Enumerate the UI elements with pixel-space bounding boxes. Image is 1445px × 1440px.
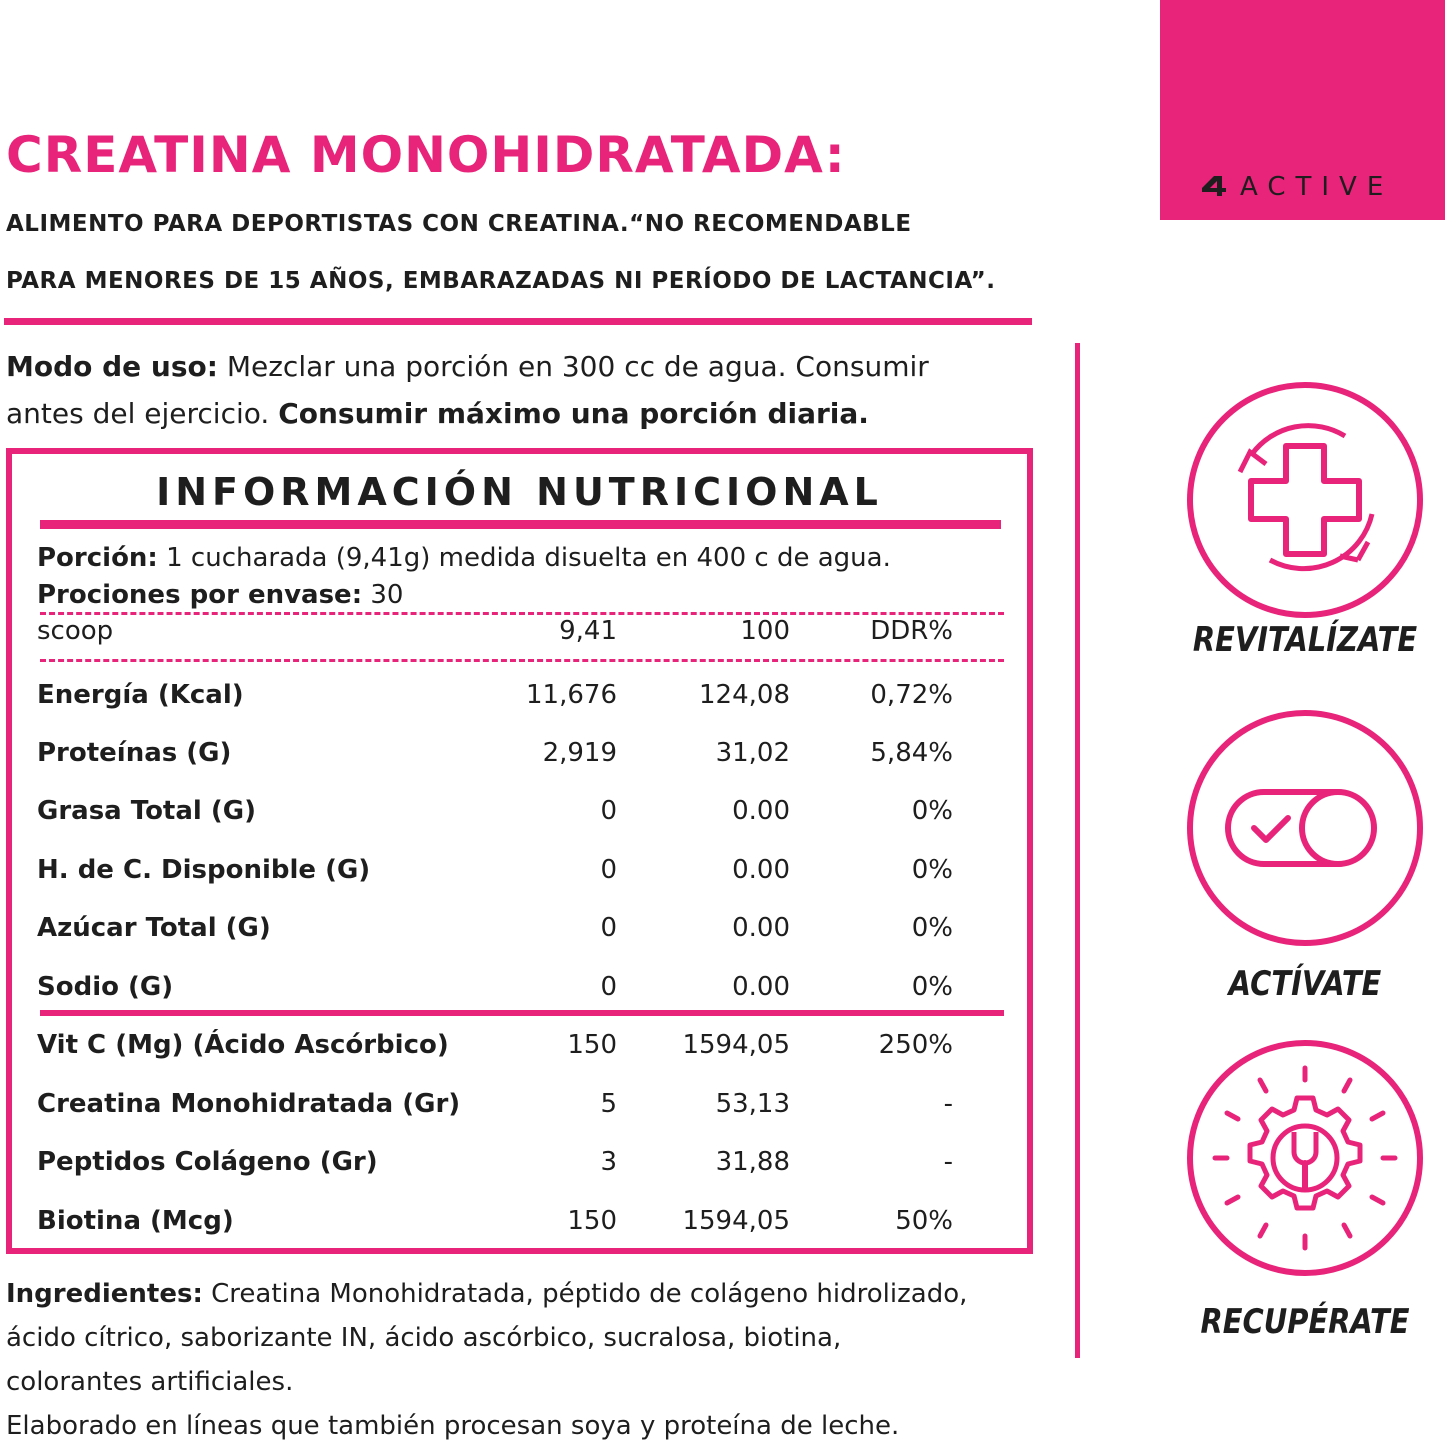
value-ddr: 250% xyxy=(878,1030,953,1060)
subtitle-line-2: PARA MENORES DE 15 AÑOS, EMBARAZADAS NI PERÍODO DE LACTANCIA”. xyxy=(6,268,996,294)
value-per-100g: 0.00 xyxy=(732,913,790,943)
ingredients-line-2: ácido cítrico, saborizante IN, ácido ascórbico, sucralosa, biotina, xyxy=(6,1323,842,1353)
value-per-scoop: 3 xyxy=(600,1147,617,1177)
nutrient-name: Vit C (Mg) (Ácido Ascórbico) xyxy=(37,1030,449,1060)
feature-label: REVITALÍZATE xyxy=(1192,620,1418,660)
value-per-100g: 1594,05 xyxy=(682,1206,790,1236)
usage-label: Modo de uso: xyxy=(6,350,218,383)
value-ddr: 0% xyxy=(911,855,953,885)
subtitle-line-1: ALIMENTO PARA DEPORTISTAS CON CREATINA.“NO RECOMENDABLE xyxy=(6,211,912,237)
portion-label: Porción: xyxy=(37,543,158,573)
nutrition-title-rule xyxy=(40,520,1001,529)
usage-instructions xyxy=(6,343,1036,437)
brand-name: ACTIVE xyxy=(1240,172,1394,202)
nutrition-facts-box xyxy=(6,448,1033,1254)
value-per-scoop: 5 xyxy=(600,1089,617,1119)
value-per-scoop: 0 xyxy=(600,796,617,826)
feature-label: RECUPÉRATE xyxy=(1200,1302,1410,1342)
allergen-notice: Elaborado en líneas que también procesan soya y proteína de leche. xyxy=(6,1411,900,1440)
servings-value: 30 xyxy=(362,580,404,610)
product-title: CREATINA MONOHIDRATADA: xyxy=(6,126,846,184)
nutrition-row xyxy=(12,1089,1027,1129)
portion-value: 1 cucharada (9,41g) medida disuelta en 400 c de agua. xyxy=(157,543,891,573)
value-per-scoop: 150 xyxy=(567,1030,617,1060)
usage-bold-text: Consumir máximo una porción diaria. xyxy=(278,397,869,430)
nutrition-row xyxy=(12,680,1027,720)
ingredients-line-3: colorantes artificiales. xyxy=(6,1367,294,1397)
value-per-100g: 0.00 xyxy=(732,972,790,1002)
ingredients-section xyxy=(6,1272,1036,1440)
medical-cross-refresh-icon xyxy=(1170,382,1440,622)
value-per-scoop: 150 xyxy=(567,1206,617,1236)
value-ddr: 50% xyxy=(895,1206,953,1236)
dashed-divider xyxy=(40,659,1004,662)
brand-panel xyxy=(1160,0,1445,220)
value-per-scoop: 2,919 xyxy=(542,738,617,768)
feature-recuperate xyxy=(1170,1040,1440,1360)
value-ddr: - xyxy=(943,1089,953,1119)
ingredients-line-1: Creatina Monohidratada, péptido de colágeno hidrolizado, xyxy=(202,1279,968,1309)
nutrition-row xyxy=(12,1206,1027,1246)
value-ddr: 0% xyxy=(911,796,953,826)
nutrient-name: Energía (Kcal) xyxy=(37,680,244,710)
product-subtitle xyxy=(6,196,1036,310)
value-per-100g: 0.00 xyxy=(732,855,790,885)
value-per-100g: 31,88 xyxy=(715,1147,790,1177)
value-ddr: 0% xyxy=(911,972,953,1002)
value-per-100g: 53,13 xyxy=(715,1089,790,1119)
value-per-scoop: 0 xyxy=(600,855,617,885)
value-per-scoop: 11,676 xyxy=(526,680,617,710)
value-per-scoop: 0 xyxy=(600,913,617,943)
nutrient-name: Azúcar Total (G) xyxy=(37,913,271,943)
value-ddr: - xyxy=(943,1147,953,1177)
nutrient-name: Sodio (G) xyxy=(37,972,174,1002)
feature-revitalizate xyxy=(1170,382,1440,682)
value-per-scoop: 0 xyxy=(600,972,617,1002)
value-per-100g: 0.00 xyxy=(732,796,790,826)
value-ddr: 0,72% xyxy=(870,680,953,710)
toggle-check-icon xyxy=(1170,710,1440,950)
nutrient-name: Biotina (Mcg) xyxy=(37,1206,234,1236)
portion-info xyxy=(37,540,891,614)
column-header-scoop: 9,41 xyxy=(559,616,617,646)
value-ddr: 0% xyxy=(911,913,953,943)
nutrient-name: H. de C. Disponible (G) xyxy=(37,855,371,885)
value-per-100g: 1594,05 xyxy=(682,1030,790,1060)
nutrient-name: Grasa Total (G) xyxy=(37,796,256,826)
column-header-per100: 100 xyxy=(740,616,790,646)
vertical-divider xyxy=(1075,343,1080,1358)
nutrition-row xyxy=(12,855,1027,895)
column-header-ddr: DDR% xyxy=(870,616,953,646)
servings-label: Prociones por envase: xyxy=(37,580,363,610)
feature-activate xyxy=(1170,710,1440,1010)
gear-wrench-icon xyxy=(1170,1040,1440,1280)
value-per-100g: 31,02 xyxy=(715,738,790,768)
nutrition-row xyxy=(12,913,1027,953)
nutrition-row xyxy=(12,1147,1027,1187)
value-ddr: 5,84% xyxy=(870,738,953,768)
usage-text-1: Mezclar una porción en 300 cc de agua. Consumir xyxy=(217,350,929,383)
nutrition-row xyxy=(12,796,1027,836)
nutrient-name: Peptidos Colágeno (Gr) xyxy=(37,1147,378,1177)
nutrition-title: INFORMACIÓN NUTRICIONAL xyxy=(156,470,883,514)
value-per-100g: 124,08 xyxy=(699,680,790,710)
dashed-divider xyxy=(40,612,1004,615)
nutrition-row xyxy=(12,1030,1027,1070)
column-header-label: scoop xyxy=(37,616,114,646)
header-divider xyxy=(4,318,1032,325)
4-logo-icon xyxy=(1200,174,1228,198)
nutrition-row xyxy=(12,738,1027,778)
nutrient-name: Creatina Monohidratada (Gr) xyxy=(37,1089,461,1119)
usage-text-2: antes del ejercicio. xyxy=(6,397,279,430)
nutrient-name: Proteínas (G) xyxy=(37,738,232,768)
nutrition-row xyxy=(12,972,1027,1012)
feature-label: ACTÍVATE xyxy=(1228,964,1382,1004)
vitamins-divider xyxy=(40,1010,1004,1016)
ingredients-label: Ingredientes: xyxy=(6,1279,203,1309)
